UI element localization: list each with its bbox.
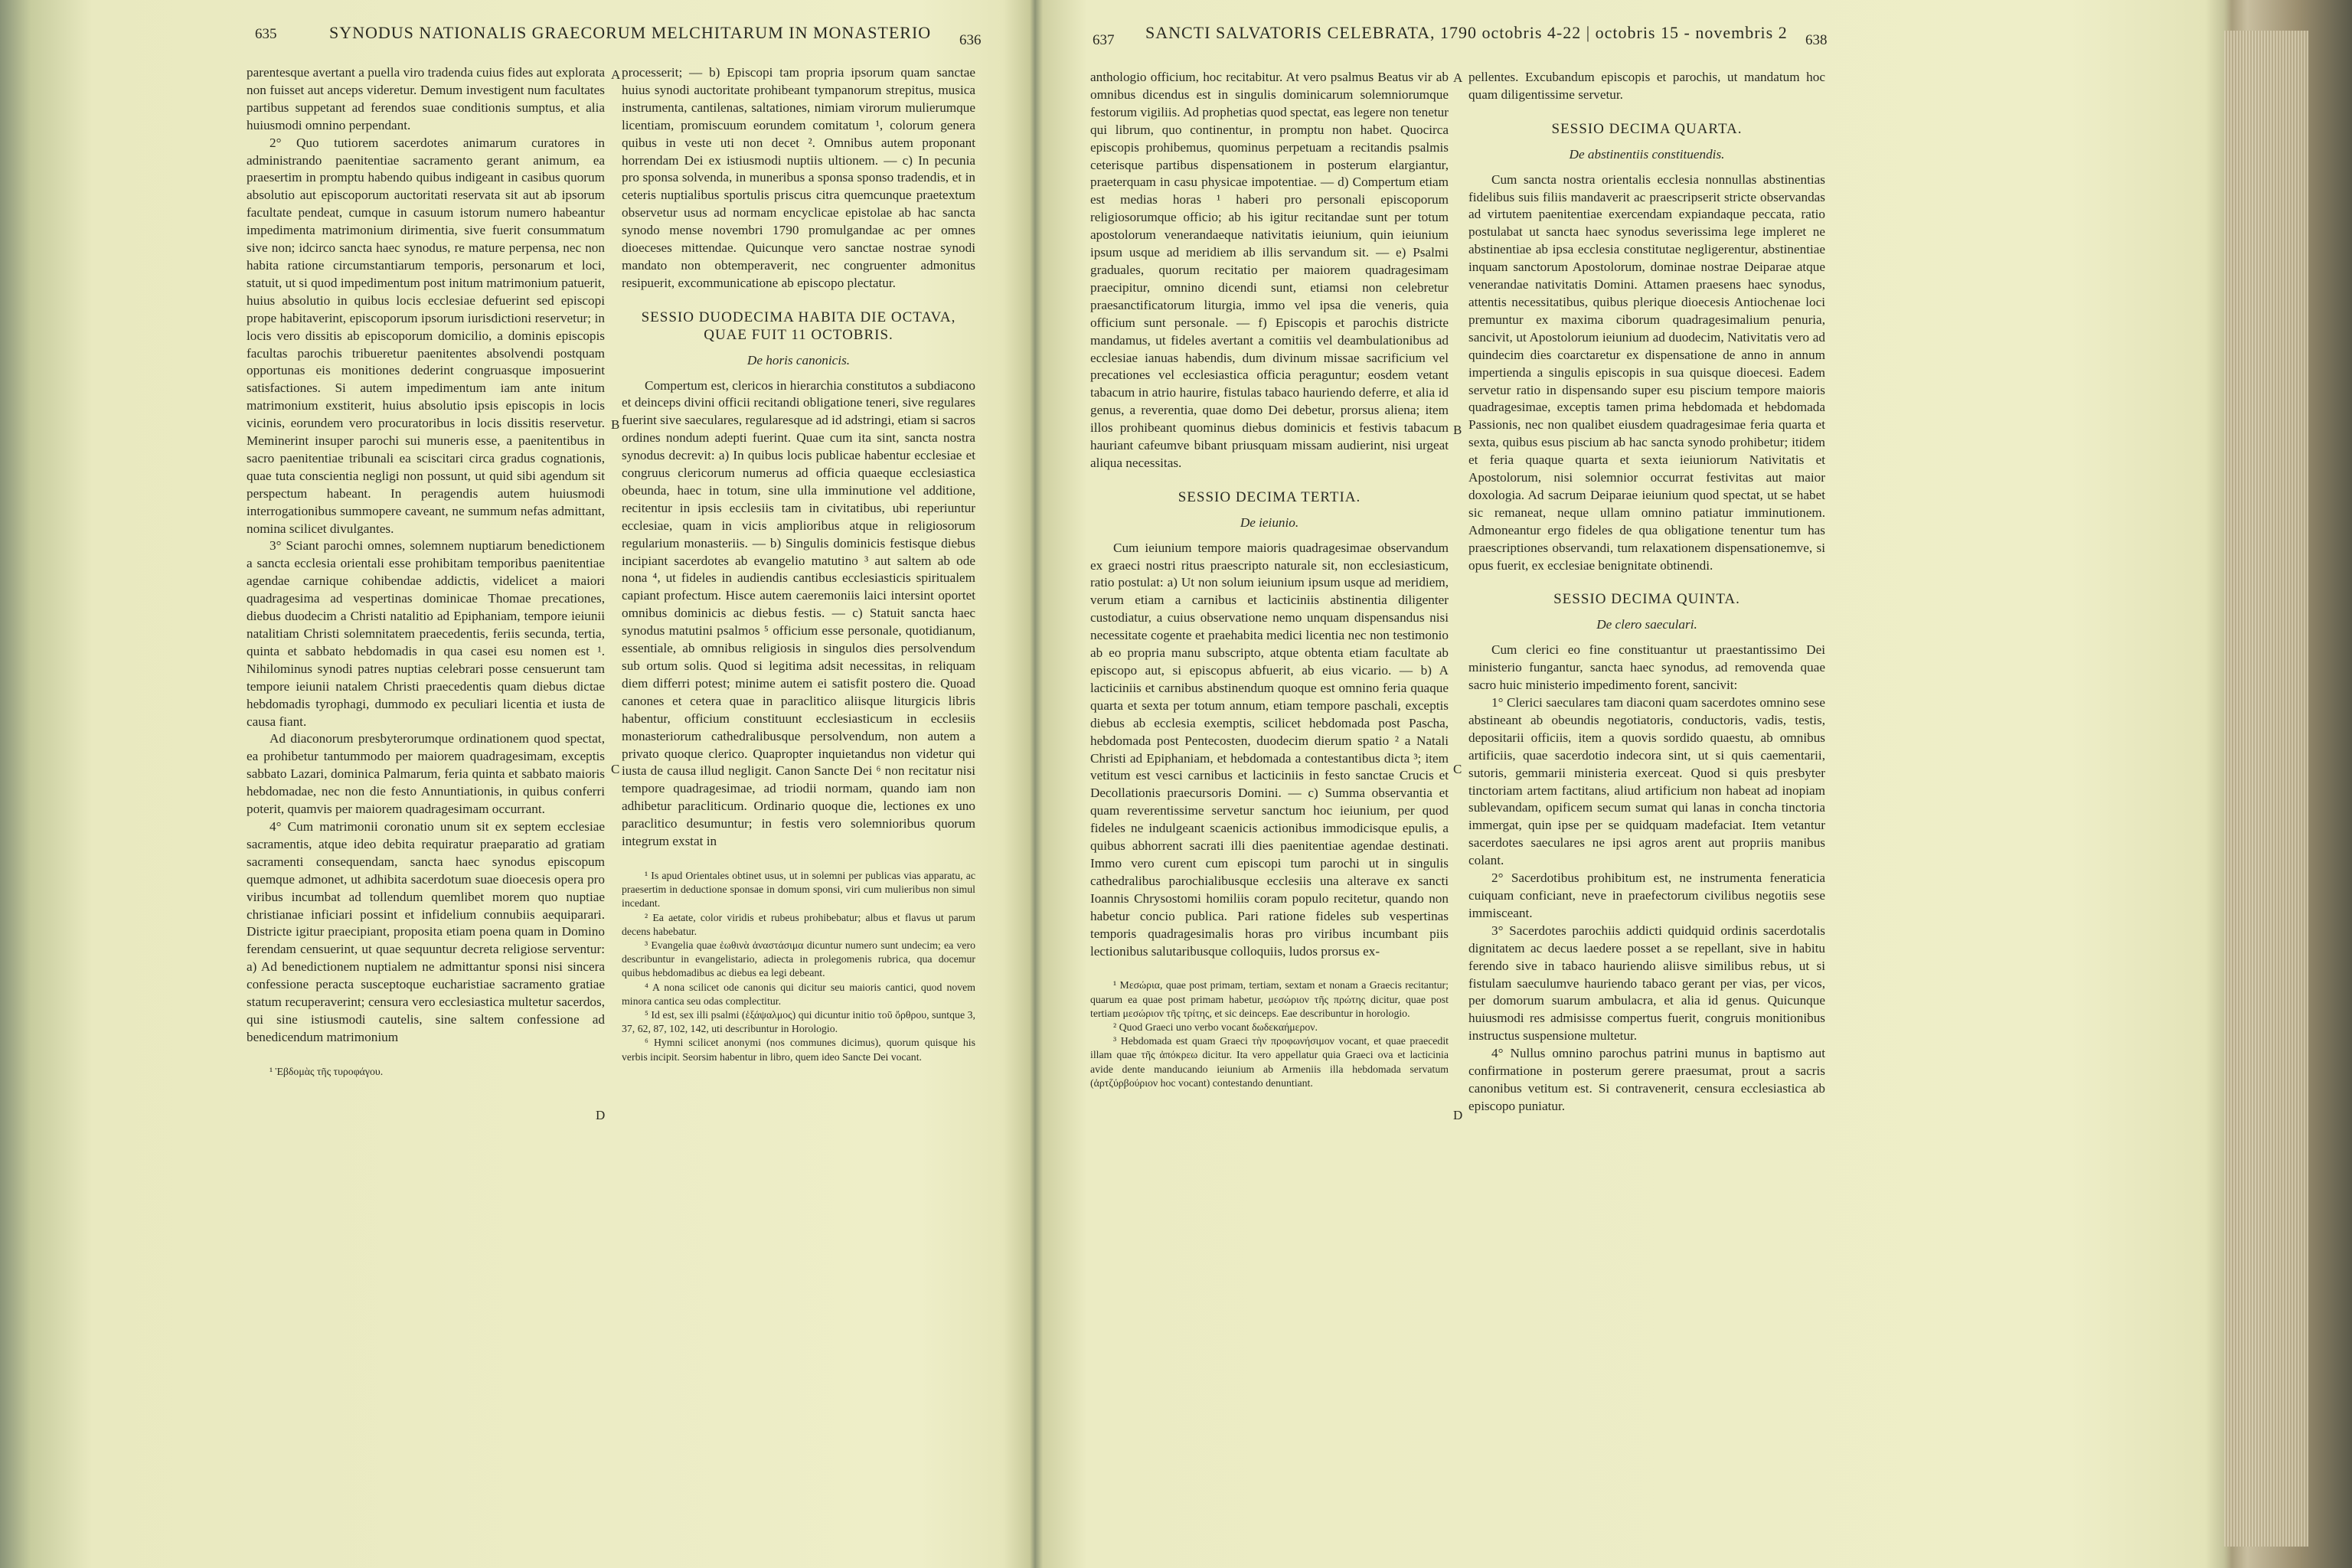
running-head: SYNODUS NATIONALIS GRAECORUM MELCHITARUM IN MONASTERIO [329, 23, 932, 42]
footnotes [1090, 978, 1449, 1090]
paragraph: 1° Clerici saeculares tam diaconi quam sacerdotes omnino sese abstineant ab obeundis negotiatoris, conductoris, vadis, testis, depositarii officiis, item a quovis sordido quaestu, ab omnibus artificiis, quae sacerdotio indecora sint, ut si quis caementarii, sutoris, gemmarii ministeria exerceat. Quod si quis presbyter tinctoriam artem factitans, aliud artificium non habeat ad inopiam sublevandam, opificem secum sumat qui lanas in concha tinctoria immergat, quin ipse per se quidquam madefaciat. Item vetantur sacerdotes saeculares ne ipsi agros arent aut propriis manibus colant. [1468, 695, 1825, 868]
paragraph: 3° Sacerdotes parochiis addicti quidquid ordinis sacerdotalis dignitatem ac decus laedere posset a se repellant, sive in habitu ferendo sive in tabaco hauriendo aliisve similibus rebus, ut si fistulam saeculumve hauriendo tabaco gerant per vias, per vicos, per domorum suarum ambulacra, et alia id genus. Quicunque huiusmodi res admisisse compertus fuerit, congruis monitionibus instructus suspensione multetur. [1468, 923, 1825, 1044]
paragraph: Ad diaconorum presbyterorumque ordinationem quod spectat, ea prohibetur tantummodo per maiorem quadragesimam, exceptis sabbato Lazari, dominica Palmarum, feria quinta et sabbato maioris hebdomadae, nec non die festo Annuntiationis, in quibus conferri poterit, quamvis per maiorem quadragesimam occurrant. [247, 731, 605, 817]
footnote: ² Ea aetate, color viridis et rubeus prohibebatur; albus et flavus ut parum decens habebatur. [622, 911, 975, 937]
page-number: 637 [1093, 32, 1115, 48]
text-column [1090, 69, 1449, 1090]
paragraph: Compertum est, clericos in hierarchia constitutos a subdiacono et deinceps divini officii recitandi obligatione teneri, sive regulares fuerint sive saeculares, regularesque ad id adstringi, etiam si sacros ordines nondum adepti fuerint. Quae cum ita sint, sancta nostra synodus decrevit: a) In quibus locis publicae habentur ecclesiae et congruus clericorum numerus ad officia quaeque ecclesiastica obeunda, haec in totum, sine ulla imminutione vel additione, recitentur in ipsis ecclesiis tam in civitatibus, ubi reperiuntur ecclesiae, quam in vicis amplioribus atque in religiosorum regularium monasteriis. — b) Singulis dominicis festisque diebus incipiant sacerdotes ab evangelio matutino ³ aut saltem ab ode nona ⁴, ut fideles in audiendis cantibus ecclesiasticis spiritualem capiant profectum. Hisce autem caeremoniis laici intersint oportet omnibus dominicis ac diebus festis. — c) Statuit sancta haec synodus matutini psalmos ⁵ officium esse personale, quotidianum, essentiale, ab omnibus religiosis in singulos dies persolvendum sub ortum solis. Quod si legitima adsit necessitas, in reliquam diem differri potest; minime autem ei satisfit postero die. Quoad canones et cetera quae in paraclitico aliisque liturgicis libris habentur, officium constituunt ecclesiasticum in ecclesiis monasteriorum cathedralibusque persolvendum, non autem a privato quoque clerico. Quapropter inquietandus non videtur qui iusta de causa illud negligit. Canon Sancte Dei ⁶ non recitatur nisi tempore quadragesimae, ad triodii normam, quando iam non adhibetur paracliticum. Ordinario quoque die, lectiones ex uno paraclitico desumuntur; in festis vero solemnioribus quorum integrum exstat in [622, 377, 975, 849]
text-column [622, 64, 975, 1064]
margin-letter: D [1453, 1108, 1463, 1122]
paragraph: 2° Sacerdotibus prohibitum est, ne instrumenta feneraticia cuiquam conficiant, neve in praefectorum civilibus negotiis sese immisceant. [1468, 871, 1825, 920]
footnote: ³ Evangelia quae ἑωθινὰ ἀναστάσιμα dicuntur numero sunt undecim; ea vero describuntur in evangelistario, adiecta in prolegomenis rubrica, qua docemur quibus hebdomadibus ac diebus ea legi debeant. [622, 939, 975, 979]
page-edges [2224, 31, 2308, 1547]
left-page [0, 0, 1035, 1568]
text-column [247, 64, 605, 1079]
margin-letter: A [611, 67, 621, 82]
paragraph: pellentes. Excubandum episcopis et parochis, ut mandatum hoc quam diligentissime servetur. [1468, 70, 1825, 102]
session-title: SESSIO DECIMA QUINTA. [1553, 591, 1740, 608]
session-subtitle: De clero saeculari. [1596, 617, 1697, 632]
paragraph: 3° Sciant parochi omnes, solemnem nuptiarum benedictionem a sancta ecclesia orientali esse prohibitam temporibus paenitentiae agendae carnique cohibendae addictis, videlicet a maiori quadragesima ad vespertinas dominicae Thomae precationes, diebus duodecim a Christi natalitio ad Epiphaniam, tempore ieiunii natalitiam Christi solemnitatem praecedentis, feriis secunda, tertia, quinta et sabbato hebdomadis in qua casei esu nomen est ¹. Nihilominus synodi patres nuptias celebrari posse censuerunt tam tempore ieiunii natalem Christi praecedentis quam diebus dictae hebdomadis tyrophagi, dummodo ex peculiari licentia et iusta de causa fiant. [247, 538, 605, 729]
session-subtitle: De horis canonicis. [746, 352, 851, 368]
footnote: ¹ Μεσώρια, quae post primam, tertiam, sextam et nonam a Graecis recitantur; quarum ea quae post primam habetur, μεσώριον τῆς πρώτης dicitur, quae post tertiam μεσώριον τῆς τρίτης, et sic deinceps. Eae describuntur in horologio. [1090, 979, 1449, 1019]
footnote: ⁴ A nona scilicet ode canonis qui dicitur seu maioris cantici, quod novem minora cantica seu odas complectitur. [622, 981, 975, 1007]
margin-letter: B [611, 417, 620, 432]
footnotes [622, 869, 975, 1064]
paragraph: anthologio officium, hoc recitabitur. At vero psalmus Beatus vir ab omnibus dicendus est in singulis dominicarum solemniorumque festorum vigiliis. Ad prophetias quod spectat, eas legere non tenetur qui librum, quo continentur, in promptu non habet. Quocirca episcopis prohibemus, quominus perpetuam a recitandis psalmis ceterisque partibus dispensationem in posterum elargiantur, praeterquam in casu physicae impotentiae. — d) Compertum etiam est medias horas ¹ haberi pro personali episcoporum religiosorumque officio; ab his igitur recitandae sunt per totum apostolorum venerandaeque nativitatis ieiunium, quin ieiunium ipsum usque ad meridiem ab illis servandum sit. — e) Psalmi graduales, quorum recitatio per maiorem quadragesimam praecipitur, omnino dicendi sunt, etiamsi non celebretur praesanctificatorum liturgia, immo vel ipsa die veneris, quia officium sunt personale. — f) Episcopis et parochis districte mandamus, ut fideles avertant a comitiis vel deambulationibus ad ecclesiae ianuas habendis, dum divinum missae sacrificium vel precationes vel ecclesiastica officia peraguntur; eosdem vetant tabacum in atrio haurire, fistulas tabaco hauriendo deferre, et alia id genus, a reverentia, quae domo Dei debetur, prorsus aliena; item illos prohibeant quominus diebus dominicis et festivis tabacum hauriant cafeumve bibant priusquam missam audierint, nisi urgeat aliqua necessitas. [1090, 70, 1449, 470]
paragraph: Cum clerici eo fine constituantur ut praestantissimo Dei ministerio fungantur, sancta haec synodus, ad removenda quae sacro huic ministerio impedimento forent, sancivit: [1468, 642, 1825, 693]
session-subtitle: De abstinentiis constituendis. [1569, 146, 1725, 162]
margin-letter: D [596, 1108, 606, 1122]
page-number: 636 [959, 32, 982, 48]
paragraph: Cum sancta nostra orientalis ecclesia nonnullas abstinentias fidelibus suis filiis mandaverit ac praescripserit stricte observandas ad virtutem paenitentiae exercendam expiandaque peccata, ratio postulabat ut sancta haec synodus severissima lege impleret ne abstinentiae ab ipsa ecclesia constitutae negligerentur, abstinentiae inquam sanctorum Apostolorum, dominae nostrae Deiparae atque venerandae nativitatis Domini. Attamen praesens haec synodus, attentis necessitatibus, quibus plerique dioecesis Antiochenae loci premuntur ex maxima ciborum quadragesimalium penuria, sancivit, ut Apostolorum ieiunium ad duodecim, Nativitatis vero ad quindecim dies coarctaretur ex dispensatione de anno in annum impertienda a singulis episcopis in sua quisque dioecesi. Eadem servetur ratio in dispensando super esu piscium tempore maioris quadragesimae, exceptis tamen prima hebdomada et hebdomada Passionis, nec non qualibet eiusdem quadragesimae feria quarta et sexta, quibus esus piscium ab hac sancta synodo prohibetur; itidem et feria quaque quarta et sexta ieiuniorum Nativitatis et Apostolorum, nisi solemnior occurrat festivitas aut maior doxologia. Ad sacrum Deiparae ieiunium quod spectat, ut se habet sic remaneat, neque ullam omnino patiatur imminutionem. Admoneantur ergo fideles de qua obligatione tenentur tum has praescriptiones observandi, tum relaxationem dispensationemve, si opus fuerit, ex ecclesiae benignitate obtinendi. [1468, 172, 1825, 573]
page-number: 635 [255, 26, 277, 42]
session-title: SESSIO DECIMA QUARTA. [1551, 120, 1743, 137]
right-page [1035, 0, 2230, 1568]
footnote: ¹ Ἑβδομὰς τῆς τυροφάγου. [270, 1065, 384, 1077]
footnote: ¹ Is apud Orientales obtinet usus, ut in solemni per publicas vias apparatu, ac praesertim in deductione sponsae in domum sponsi, viri cum mulieribus non simul incedant. [622, 869, 975, 910]
margin-letter: A [1453, 70, 1463, 85]
margin-letter: B [1453, 423, 1462, 437]
margin-letter: C [1453, 762, 1462, 776]
text-column [1468, 69, 1825, 1116]
margin-letter: C [611, 762, 620, 776]
footnote: ⁵ Id est, sex illi psalmi (ἑξάψαλμος) qui dicuntur initio τοῦ ὄρθρου, suntque 3, 37, 62, 87, 102, 142, uti describuntur in Horologio. [622, 1009, 975, 1035]
footnote: ³ Hebdomada est quam Graeci τὴν προφωνήσιμον vocant, et quae praecedit illam quae τῆς ἀπόκρεω dicitur. Ita vero appellatur quia Graeci ova et lacticinia avide dente manducando ieiunium ab Armeniis illa hebdomada servatum (ἀρτζύρβούριον hoc vocant) contestando denuntiant. [1090, 1035, 1449, 1089]
page-number: 638 [1805, 32, 1828, 48]
session-subtitle: De ieiunio. [1240, 514, 1299, 530]
paragraph: 4° Cum matrimonii coronatio unum sit ex septem ecclesiae sacramentis, atque ideo debita requiratur praeparatio ad gratiam sacramenti consequendam, sancta haec synodus episcopum quemque admonet, ut adhibita sacerdotum suae dioecesis opera pro viribus incumbat ad tollendum quemlibet morem quo nuptiae christianae inficiari possint et infidelium connubiis aequiparari. Districte igitur praecipiant, proposita etiam poena quam in Domino ferendam censuerint, ut quae sequuntur decreta religiose serventur: a) Ad benedictionem nuptialem ne admittantur sponsi nisi sincera confessione peracta susceptoque eucharistiae sacramento gratiae statum recuperaverint; censura vero ecclesiastica multetur sacerdos, qui sine istiusmodi cautelis, sine saltem confessione ad benedicendum matrimonium [247, 818, 605, 1044]
session-title: SESSIO DECIMA TERTIA. [1178, 488, 1361, 505]
running-head: SANCTI SALVATORIS CELEBRATA, 1790 octobris 4-22 | octobris 15 - novembris 2 [1145, 23, 1788, 42]
footnotes [247, 1065, 605, 1079]
paragraph: parentesque avertant a puella viro tradenda cuius fides aut explorata non fuisset aut anceps videretur. Demum investigent num facultates partibus suppetant ad ferendos suae conditionis sumptus, et alia huiusmodi omnino perpendant. [247, 65, 605, 132]
paragraph: Cum ieiunium tempore maioris quadragesimae observandum ex graeci nostri ritus praescripto naturale sit, non ecclesiasticum, ratio postulat: a) Ut non solum ieiunium ipsum usque ad meridiem, verum etiam a carnibus et lacticiniis abstinentia diligenter custodiatur, a cuius observatione nemo unquam dispensandus nisi necessitate cogente et praehabita medici licentia nec non testimonio ab eo propria manu subscripto, atque obtenta etiam facultate ab episcopo aut, si episcopus abfuerit, ab eius vicario. — b) A lacticiniis et carnibus abstinendum quoque est omnino feria quaque quarta et sexta per totum annum, etiam tempore paschali, exceptis diebus ab ecclesia exemptis, scilicet hebdomada post Pascha, hebdomada post Pentecosten, duodecim dierum spatio ² a Natali Christi ad Epiphaniam, et hebdomada a contestantibus dicta ³; item vetitum est vesci carnibus et lacticiniis in festo sanctae Crucis et Decollationis praecursoris Domini. — c) Summa observantia et quam reverentissime servetur sanctum hoc ieiunium, per quod fideles ne indulgeant scaenicis actionibus immodicisque epulis, a quibus abhorrent sacrati illi dies paenitentiae agendae destinati. Immo vero curent cum episcopi tum parochi ut in singulis cathedralibus parochialibusque ecclesiis una alterave ex sancti Ioannis Chrysostomi homiliis coram populo recitetur, quando non habetur concio publica. Pari ratione fideles sub vespertinas temporis quadragesimalis horas pro viribus incumbant piis lectionibus salutaribusque colloquiis, ludos prorsus ex- [1090, 540, 1449, 959]
footnote: ² Quod Graeci uno verbo vocant δωδεκαήμερον. [1113, 1021, 1318, 1034]
footnote: ⁶ Hymni scilicet anonymi (nos communes dicimus), quorum quisque his verbis incipit. Seorsim habentur in libro, quem ideo Sancte Dei vocant. [622, 1037, 975, 1063]
paragraph: processerit; — b) Episcopi tam propria ipsorum quam sanctae huius synodi auctoritate prohibeant tympanorum strepitus, musica instrumenta, cantilenas, saltationes, nimiam virorum mulierumque licentiam, promiscuum eorundem comitatum ¹, colorum genera quibus in veste uti non decet ². Omnibus autem proponant horrendam Dei ex istiusmodi nuptiis ultionem. — c) In pecunia pro sponsa solvenda, in muneribus a sponsa sponso tradendis, et in ceteris nuptialibus sportulis priscus citra quemcunque praetextum observetur usus ad normam encyclicae epistolae ab hac sancta synodo mense novembri 1790 promulgandae ac per omnes dioeceses mittendae. Quicunque vero sanctae nostrae synodi mandato non obtemperaverit, nec congruenter admonitus resipuerit, excommunicatione ab episcopo plectatur. [622, 65, 975, 290]
paragraph: 4° Nullus omnino parochus patrini munus in baptismo aut confirmatione in posterum gerere praesumat, prout a sacris canonibus vetitum est. Si contravenerit, censura ecclesiastica ab episcopo puniatur. [1468, 1046, 1825, 1113]
session-title: SESSIO DUODECIMA HABITA DIE OCTAVA, QUAE FUIT 11 OCTOBRIS. [641, 309, 956, 343]
paragraph: 2° Quo tutiorem sacerdotes animarum curatores in administrando paenitentiae sacramento gerant animum, ea praesertim in promptu habendo quibus indigeant in casibus quorum absolutio aut episcoporum auctoritati reservata sit aut ab ipsorum facultate pendeat, cumque in casuum istorum numero habeantur impedimenta matrimonium dirimentia, sive fuerit consummatum sive non; idcirco sancta haec synodus, re mature perpensa, nec non habita ratione circumstantiarum temporis, personarum et loci, statuit, ut si quod impedimentum post initum matrimonium patuerit, huius absolutio in quibus locis ecclesiae defuerint sed episcopi prope habitaverint, episcoporum ipsorum iurisdictioni reservetur; in locis vero dissitis ab episcoporum domicilio, a dominis episcopis facultas parochis tribueretur paenitentes absolvendi postquam opportunas eis monitiones dederint congruasque imposuerint satisfactiones. Si autem impedimentum iam ante initum matrimonium exstiterit, huius absolutio ipsis episcopis in locis vicinis, eorundem vero procuratoribus in locis dissitis reservetur. Meminerint insuper parochi sui muneris esse, a paenitentibus in sacro paenitentiae tribunali ea sciscitari circa gradus cognationis, quae tuta conscientia negligi non possunt, ut quid sibi agendum sit perspectum habeant. In peragendis autem huiusmodi interrogationibus summopere caveant, ne summum nefas admittant, nomina scilicet divulgantes. [247, 135, 605, 536]
